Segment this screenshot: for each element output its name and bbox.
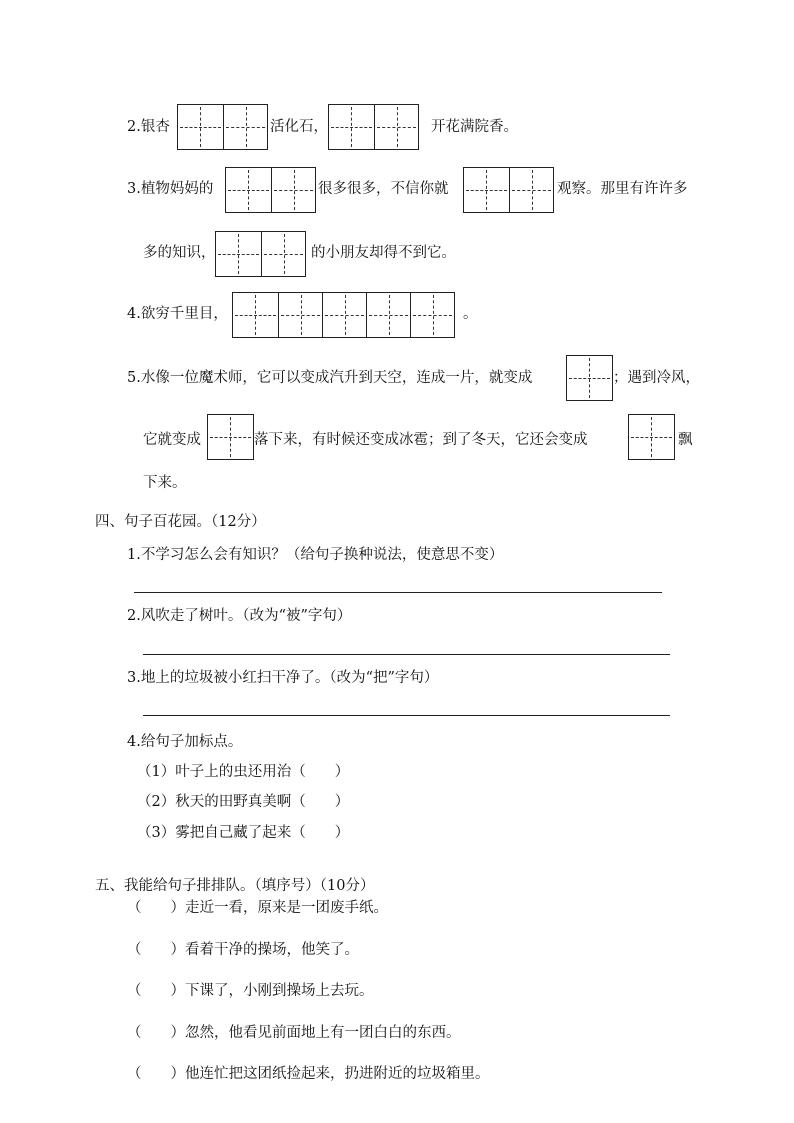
s4-q3: 3.地上的垃圾被小红扫干净了。（改为“把”字句） [127,670,439,686]
q3-text-a: 3.植物妈妈的 [127,181,214,197]
q5-box-3[interactable] [628,414,675,460]
q3-text-c: 观察。那里有许许多 [557,181,688,197]
q5-text-e: 飘 [678,432,693,448]
s4-punct-2[interactable]: （2）秋天的田野真美啊（ ） [137,794,350,810]
s4-q4: 4.给句子加标点。 [127,734,243,750]
s4-q2: 2.风吹走了树叶。（改为“被”字句） [127,608,352,624]
s4-punct-1[interactable]: （1）叶子上的虫还用治（ ） [137,764,350,780]
s4-q1-answer-line[interactable] [134,592,662,593]
s5-item-3[interactable]: （ ）下课了，小刚到操场上去玩。 [127,983,374,999]
s4-q2-answer-line[interactable] [143,654,670,655]
s4-punct-3[interactable]: （3）雾把自己藏了起来（ ） [137,825,350,841]
section-5-title: 五、我能给句子排排队。（填序号）（10分） [95,878,375,894]
q2-text-a: 2.银杏 [127,119,170,135]
q2-box-2[interactable] [328,104,419,150]
q2-box-1[interactable] [177,104,268,150]
section-4-title: 四、句子百花园。（12分） [95,514,266,530]
q3-box-1[interactable] [225,167,316,213]
q2-text-c: 开花满院香。 [431,119,518,135]
s5-item-1[interactable]: （ ）走近一看，原来是一团废手纸。 [127,900,388,916]
q5-box-2[interactable] [207,414,254,460]
q4-text-a: 4.欲穷千里目， [127,306,228,322]
q5-text-f: 下来。 [143,475,187,491]
q3-text-d: 多的知识， [143,245,216,261]
s5-item-2[interactable]: （ ）看着干净的操场，他笑了。 [127,942,359,958]
q5-text-b: ；遇到冷风， [613,370,700,386]
q4-text-b: 。 [463,306,478,322]
q3-box-2[interactable] [463,167,554,213]
s5-item-4[interactable]: （ ）忽然，他看见前面地上有一团白白的东西。 [127,1025,461,1041]
s5-item-5[interactable]: （ ）他连忙把这团纸捡起来，扔进附近的垃圾箱里。 [127,1066,490,1082]
q4-box[interactable] [232,292,455,338]
q5-text-d: 落下来，有时候还变成冰雹；到了冬天，它还会变成 [254,432,588,448]
q3-box-3[interactable] [215,231,306,277]
q5-text-a: 5.水像一位魔术师，它可以变成汽升到天空，连成一片，就变成 [127,370,533,386]
q5-text-c: 它就变成 [143,432,201,448]
q2-text-b: 活化石， [270,119,328,135]
q5-box-1[interactable] [566,355,613,401]
s4-q3-answer-line[interactable] [143,715,670,716]
s4-q1: 1.不学习怎么会有知识？（给句子换种说法，使意思不变） [127,547,504,563]
q3-text-e: 的小朋友却得不到它。 [311,245,456,261]
q3-text-b: 很多很多，不信你就 [318,181,449,197]
